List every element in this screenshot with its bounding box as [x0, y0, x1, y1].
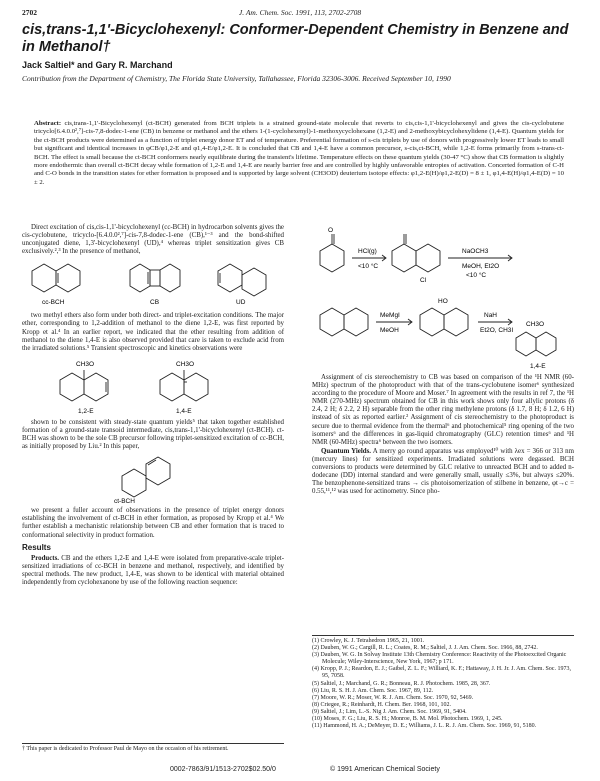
reference-item: (7) Moore, W. R.; Moser, W. R. J. Am. Chem. Soc. 1970, 92, 5469.: [312, 694, 474, 701]
structure-ct-bch: [22, 453, 284, 505]
cb-ring-left: [130, 264, 150, 292]
e12-ring-right: [84, 373, 108, 401]
references: [312, 635, 574, 730]
alcohol-ring-left: [420, 308, 444, 336]
stereochem-paragraph: Assignment of cis stereochemistry to CB was based on comparison of the ¹H NMR (60-MHz) spectrum of the photoproduct with that of the trans-cyclobutene isomer⁶ synthesized according to the procedure of Moore and Moser.⁷ In agreement with the results in ref 7, the ¹H NMR (270-MHz) spectrum obtained for CB in this work shows only four allylic protons (δ 2.4, 2 H; δ 2.2, 2 H) separable from the other ring methylene protons (δ 1.7, 8 H; δ 1.2, 6 H) instead of six as reported earlier.² Assignment of cis stereochemistry to the photoproduct is secure due to thermal evidence from the thermal⁶ and photochemical⁵ ring opening of the two isomers⁶ and the differences in gas-liquid chromatography (GLC) retention times⁶ and ¹H NMR (60-MHz) spectra⁶ between the two isomers.: [312, 374, 574, 446]
reference-item: (6) Liu, R. S. H. J. Am. Chem. Soc. 1967, 89, 112.: [312, 687, 434, 694]
e14-och3: CH3O: [176, 360, 195, 368]
e12-och3: CH3O: [76, 360, 95, 368]
intro-paragraph-3: shown to be consistent with steady-state quantum yields⁵ that taken together established formation of a ground-state transoid intermediate, cis,trans-1,1'-bicyclohexenyl (ct-BCH). ct-BCH was shown to be the sole CB precursor following triplet-sensitized excitation of cc-BCH, as initially proposed by Liu.² In this paper,: [22, 418, 284, 451]
label-ct-bch: ct-BCH: [114, 498, 135, 506]
copyright: © 1991 American Chemical Society: [330, 766, 440, 773]
scheme-cond-2: MeOH, Et2O: [462, 263, 500, 270]
label-cb: CB: [150, 299, 160, 307]
label-1-2-e: 1,2-E: [78, 407, 94, 415]
scheme-cond-1: <10 °C: [358, 263, 379, 270]
page-number: 2702: [22, 8, 37, 17]
reference-item: (1) Crowley, K. J. Tetrahedron 1965, 21, 1001.: [312, 638, 425, 644]
synthesis-scheme: [312, 222, 582, 370]
abstract: [34, 120, 564, 187]
intro-paragraph-2: two methyl ethers also form under both direct- and triplet-excitation conditions. The major ether, corresponding to 1,2-addition of methanol to the diene 1,2-E, was first reported by Kropp et al.⁴ In an earlier report, we indicated that the ether resulting from addition of methanol to the diene 1,4-E is also observed provided that care is taken to exclude acid from the irradiated solutions.⁵ Transient spectroscopic and kinetics observations were: [22, 312, 284, 352]
e14-ring-left: [160, 373, 184, 401]
scheme-ho: HO: [438, 298, 448, 305]
structures-bch-cb-ud: [22, 258, 284, 310]
scheme-cl: Cl: [420, 277, 427, 284]
right-column: [312, 374, 574, 497]
products-label: Products.: [31, 554, 60, 562]
intro-paragraph-1: Direct excitation of cis,cis-1,1'-bicyclohexenyl (cc-BCH) in hydrocarbon solvents gives the cis-cyclobutene, tricyclo-[6.4.0.0²,⁷]-cis-7,8-dodec-1-ene (CB),¹⁻³ and the bond-shifted unconjugated diene, 1,3'-bicyclohexenyl (UD),⁴ whereas triplet sensitization gives CB exclusively.²,³ In the presence of methanol,: [22, 224, 284, 256]
scheme-o: O: [328, 227, 334, 234]
scheme-reagent-3: MeMgI: [380, 312, 400, 319]
ct-bch-ring-right: [146, 457, 170, 485]
alcohol-ring-right: [444, 308, 468, 336]
cyclohexanone-ring: [320, 244, 344, 272]
cc-bch-ring-right: [56, 264, 80, 292]
scheme-reagent-4: NaH: [484, 312, 498, 319]
abstract-label: Abstract:: [34, 120, 62, 127]
products-text: CB and the ethers 1,2-E and 1,4-E were isolated from preparative-scale triplet-sensitized irradiations of cc-BCH in benzene and methanol, respectively, and identified by spectral methods. The new product, 1,4-E, was shown to be identical with material obtained independently from cyclohexanone by use of the following reaction sequence:: [22, 554, 284, 586]
ud-ring-right: [242, 268, 266, 296]
scheme-cond-3: MeOH: [380, 327, 399, 334]
chloroketone-ring-left: [392, 244, 416, 272]
ct-bch-ring-left: [122, 469, 146, 497]
reference-item: (10) Moses, F. G.; Liu, R. S. H.; Monroe, B. M. Mol. Photochem. 1969, 1, 245.: [312, 716, 503, 723]
products-paragraph: [22, 555, 284, 587]
ud-ring-left: [218, 264, 242, 292]
left-column: [22, 224, 284, 588]
scheme-reagent-2: NaOCH3: [462, 248, 489, 255]
label-ud: UD: [236, 299, 246, 307]
scheme-product-label: 1,4-E: [530, 363, 546, 370]
reference-item: (11) Hammond, H. A.; DeMeyer, D. E.; Williams, J. L. R. J. Am. Chem. Soc. 1969, 91, 5180.: [312, 723, 537, 730]
quantum-yields-text: A merry go round apparatus was employed¹⁰ with λex = 366 or 313 nm (mercury lines) for sensitized experiments. Irradiated solutions were degassed. BCH conversions to products were determined by GLC relative to unreacted BCH and to added n-dodecane (DD) internal standard and were generally small, usually ≤3%, but always ≤20%. The benzophenone-sensitized trans → cis photoisomerization of stilbene in benzene, φt→c = 0.55,¹¹,¹² was used for actinometry. Since pho-: [312, 447, 574, 496]
product-ring-left: [516, 332, 536, 356]
reference-item: (8) Criegee, R.; Reinhardt, H. Chem. Ber. 1968, 101, 102.: [312, 701, 451, 708]
intro-paragraph-4: we present a fuller account of observations in the presence of triplet energy donors establishing the involvement of ct-BCH in ether formation, as proposed by Kropp et al.⁴ We further establish a mechanistic relationship between CB and ether formation that is traced to conformational selectivity in product formation.: [22, 507, 284, 539]
ketone-ring-right: [344, 308, 368, 336]
scheme-cond-4: Et2O, CH3I: [480, 327, 514, 334]
e14-ring-right: [184, 373, 208, 401]
cb-ring-right: [160, 264, 180, 292]
reference-item: (5) Saltiel, J.; Marchand, G. R.; Bonneau, R. J. Photochem. 1985, 28, 367.: [312, 680, 491, 687]
cc-bch-ring-left: [32, 264, 56, 292]
scheme-cond-2b: <10 °C: [466, 272, 487, 279]
authors: Jack Saltiel* and Gary R. Marchand: [22, 60, 173, 70]
structures-ethers: [22, 355, 284, 417]
e12-ring-left: [60, 373, 84, 401]
reference-item: (3) Dauben, W. G. In Solvay Institute 13th Chemistry Conference: Reactivity of the Photoexcited Organic Molecule; Wiley-Interscience, New York, 1967; p 171.: [312, 652, 567, 666]
scheme-reagent-1: HCl(g): [358, 248, 377, 255]
reference-item: (4) Kropp, P. J.; Reardon, E. J.; Gaibel, Z. L. F.; Williard, K. F.; Hattaway, J. H. Jr. J. Am. Chem. Soc. 1973, 95, 7058.: [312, 666, 571, 680]
quantum-yields-paragraph: [312, 448, 574, 497]
running-header: [22, 8, 578, 20]
cb-cyclobutene: [150, 270, 160, 286]
results-heading: Results: [22, 542, 51, 552]
label-cc-bch: cc-BCH: [42, 299, 65, 307]
reference-item: (2) Dauben, W. G.; Cargill, R. L.; Coates, R. M.; Saltiel, J. J. Am. Chem. Soc. 1966, 88, 2742.: [312, 645, 538, 652]
reference-item: (9) Saltiel, J.; Lim, L.-S. Nig J. Am. Chem. Soc. 1969, 91, 5404.: [312, 708, 467, 715]
product-ring-right: [536, 332, 556, 356]
footnote: † This paper is dedicated to Professor Paul de Mayo on the occasion of his retirement.: [22, 743, 284, 753]
journal-citation: J. Am. Chem. Soc. 1991, 113, 2702-2708: [238, 8, 362, 17]
chloroketone-ring-right: [416, 244, 440, 272]
affiliation: Contribution from the Department of Chemistry, The Florida State University, Tallahassee, Florida 32306-3006. Received September 10, 1990: [22, 74, 451, 83]
ketone-ring-left: [320, 308, 344, 336]
article-title: cis,trans-1,1'-Bicyclohexenyl: Conformer-Dependent Chemistry in Benzene and in Methanol†: [22, 22, 569, 55]
article-code: 0002-7863/91/1513-2702$02.50/0: [170, 766, 276, 773]
quantum-yields-label: Quantum Yields.: [321, 447, 371, 455]
abstract-text: cis,trans-1,1'-Bicyclohexenyl (ct-BCH) generated from BCH triplets is a strained ground-state molecule that reverts to cis,cis-1,1'-bicyclohexenyl and gives the cis-cyclobutene tricyclo[6.4.0.0²,⁷]-cis-7,8-dodec-1-ene (CB) in benzene or methanol and the ethers 1-(1-cyclohexenyl)-1-methoxycyclohexane (1,2-E) and 2-methoxybicyclohexylidene (1,4-E). Quantum yields for the ct-BCH products were determined as a function of triplet energy donor ET and of temperature. Preferential formation of s-cis triplets by use of donors with progressively lower ET leads to small but significant and identical increases in φCB/φ1,2-E and φ1,4-E/φ1,2-E. It is concluded that CB and 1,4-E have a common precursor, s-cis,ct-BCH, while 1,2-E forms primarily from s-trans-ct-BCH. The effect is small because the ct-BCH conformers nearly equilibrate during the transient's lifetime. Temperature effects on these quantum yields (30-47 °C) show that CB formation is slightly more endothermic than overall ct-BCH decay while formation of 1,2-E and 1,4-E are nearly barrier free and are controlled by highly unfavorable entropies of activation. Concerted formation of C-H and C-O bonds in the transition states for ether formation is proposed and is supported by large solvent (CH3OD) deuterium isotope effects: φ1,2-E(H)/φ1,2-E(D) = 8 ± 1, φ1,4-E(H)/φ1,4-E(D) = 10 ± 2.: [34, 120, 564, 186]
label-1-4-e: 1,4-E: [176, 407, 192, 415]
scheme-och3: CH3O: [526, 321, 545, 328]
